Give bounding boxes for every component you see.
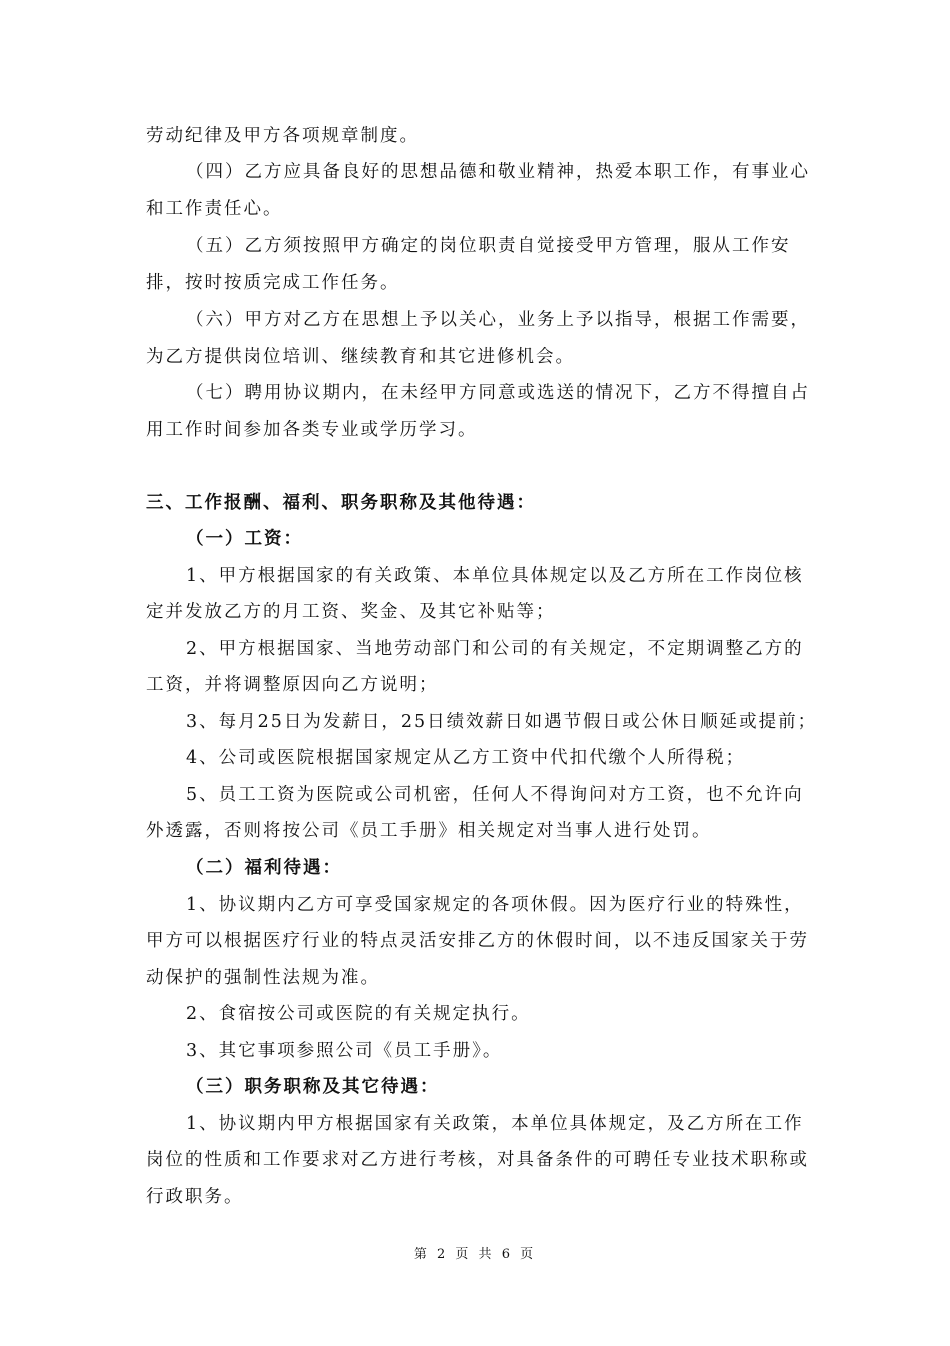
paragraph-line: 2、甲方根据国家、当地劳动部门和公司的有关规定，不定期调整乙方的 — [186, 639, 804, 659]
subsection-heading: （一）工资： — [186, 529, 303, 549]
paragraph-line: 3、每月25日为发薪日，25日绩效薪日如遇节假日或公休日顺延或提前； — [186, 712, 818, 732]
subsection-heading: （二）福利待遇： — [186, 858, 342, 878]
paragraph-line: 和工作责任心。 — [146, 199, 283, 219]
paragraph-line: 2、食宿按公司或医院的有关规定执行。 — [186, 1004, 531, 1024]
paragraph-line: 定并发放乙方的月工资、奖金、及其它补贴等； — [146, 602, 556, 622]
paragraph-line: （七）聘用协议期内，在未经甲方同意或选送的情况下，乙方不得擅自占 — [186, 383, 810, 403]
section-heading: 三、工作报酬、福利、职务职称及其他待遇： — [146, 493, 536, 513]
paragraph-line: 5、员工工资为医院或公司机密，任何人不得询问对方工资，也不允许向 — [186, 785, 804, 805]
paragraph-line: 劳动纪律及甲方各项规章制度。 — [146, 126, 419, 146]
paragraph-line: 甲方可以根据医疗行业的特点灵活安排乙方的休假时间，以不违反国家关于劳 — [146, 931, 809, 951]
paragraph-line: 岗位的性质和工作要求对乙方进行考核，对具备条件的可聘任专业技术职称或 — [146, 1150, 809, 1170]
paragraph-line: 1、协议期内乙方可享受国家规定的各项休假。因为医疗行业的特殊性， — [186, 895, 804, 915]
paragraph-line: （四）乙方应具备良好的思想品德和敬业精神，热爱本职工作，有事业心 — [186, 162, 810, 182]
paragraph-line: （五）乙方须按照甲方确定的岗位职责自觉接受甲方管理，服从工作安 — [186, 236, 791, 256]
paragraph-line: （六）甲方对乙方在思想上予以关心，业务上予以指导，根据工作需要， — [186, 310, 810, 330]
paragraph-line: 3、其它事项参照公司《员工手册》。 — [186, 1041, 503, 1061]
paragraph-line: 用工作时间参加各类专业或学历学习。 — [146, 420, 478, 440]
paragraph-line: 动保护的强制性法规为准。 — [146, 968, 380, 988]
paragraph-line: 1、甲方根据国家的有关政策、本单位具体规定以及乙方所在工作岗位核 — [186, 566, 804, 586]
paragraph-line: 外透露，否则将按公司《员工手册》相关规定对当事人进行处罚。 — [146, 821, 712, 841]
paragraph-line: 1、协议期内甲方根据国家有关政策，本单位具体规定，及乙方所在工作 — [186, 1114, 804, 1134]
paragraph-line: 4、公司或医院根据国家规定从乙方工资中代扣代缴个人所得税； — [186, 748, 746, 768]
subsection-heading: （三）职务职称及其它待遇： — [186, 1077, 440, 1097]
paragraph-line: 为乙方提供岗位培训、继续教育和其它进修机会。 — [146, 347, 575, 367]
paragraph-line: 排，按时按质完成工作任务。 — [146, 273, 400, 293]
paragraph-line: 工资，并将调整原因向乙方说明； — [146, 675, 439, 695]
page-number-footer: 第 2 页 共 6 页 — [413, 1247, 537, 1262]
paragraph-line: 行政职务。 — [146, 1187, 244, 1207]
